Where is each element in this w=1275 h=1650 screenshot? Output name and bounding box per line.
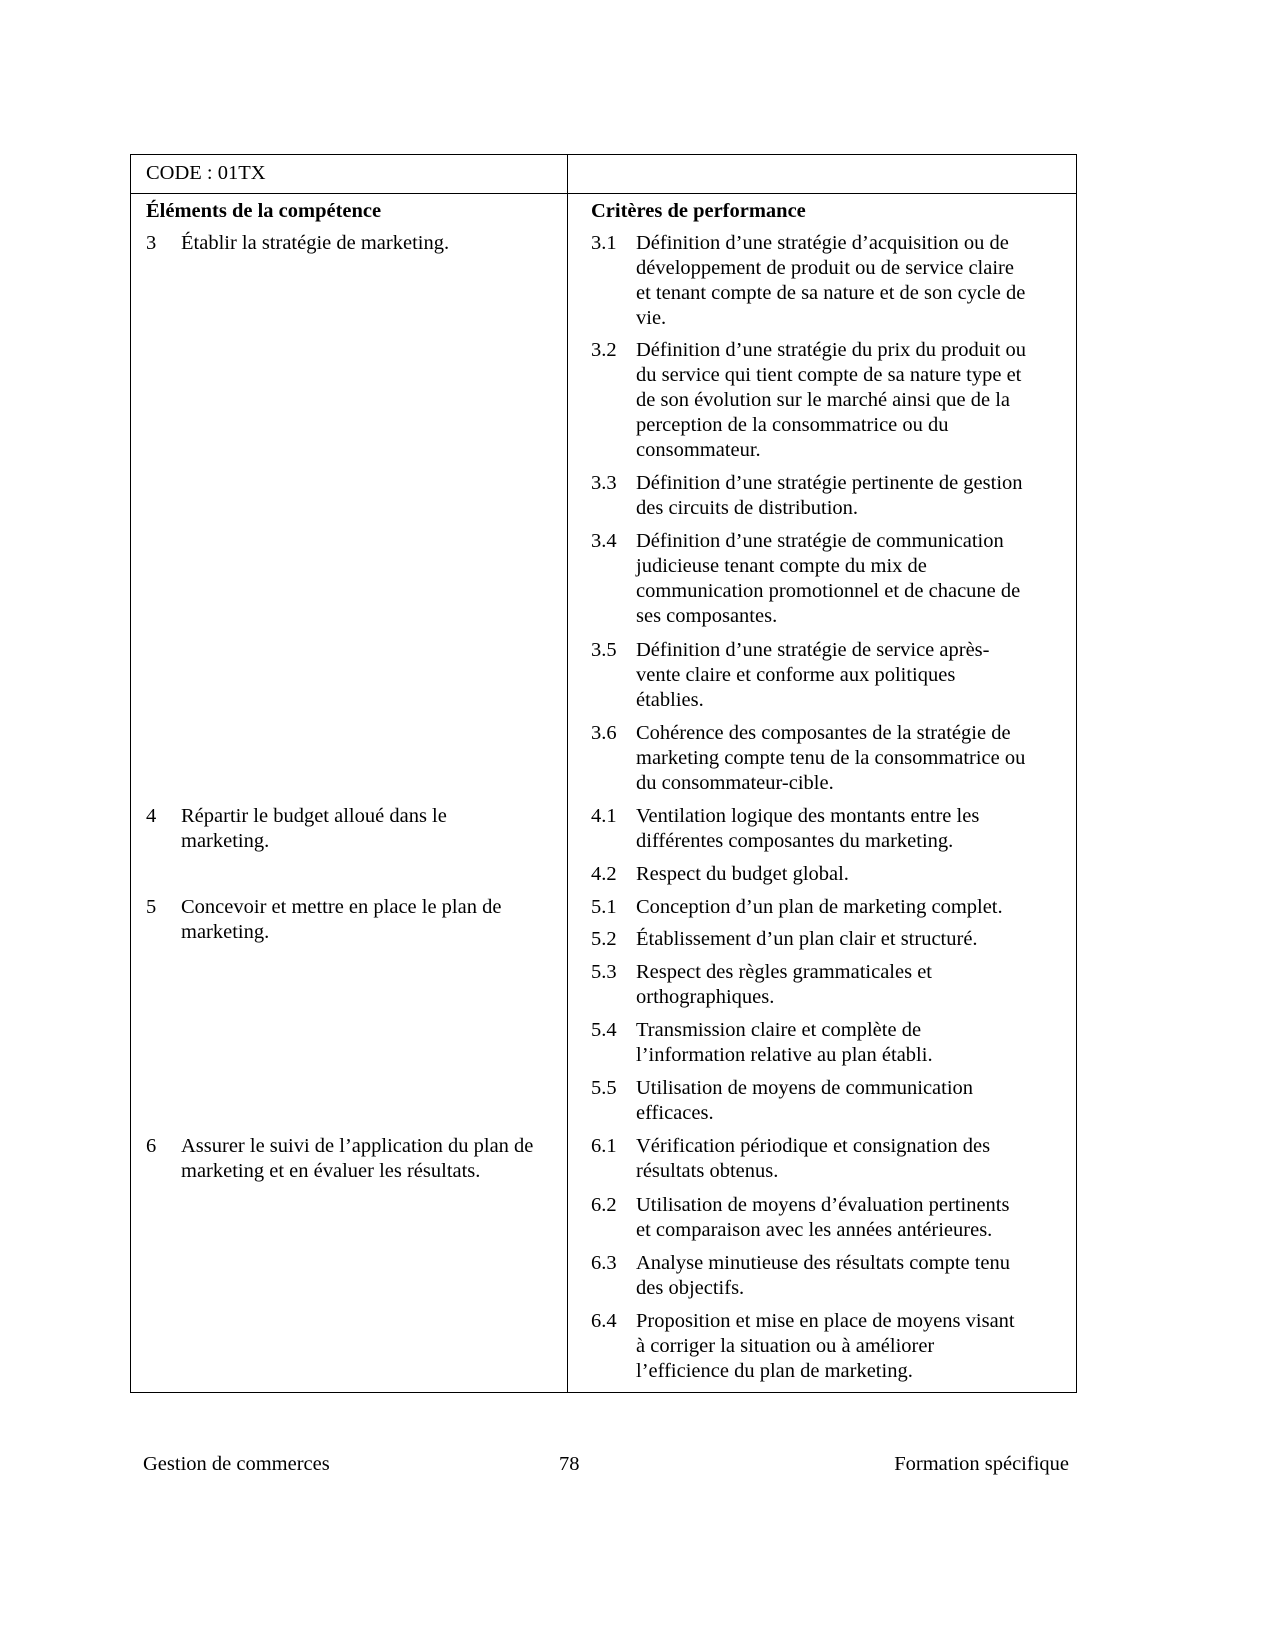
performance-criterion-text: Définition d’une stratégie de communication judicieuse tenant compte du mix de communication promotionnel et de chacune de ses composantes.: [636, 530, 1021, 627]
column-header-criteria: Critères de performance: [591, 200, 806, 222]
competence-element-number: 6: [146, 1135, 157, 1157]
performance-criterion-text: Respect des règles grammaticales et orthographiques.: [636, 961, 932, 1008]
performance-criterion-number: 4.1: [591, 805, 617, 827]
performance-criterion-number: 3.1: [591, 232, 617, 254]
footer-right: Formation spécifique: [894, 1453, 1069, 1475]
competence-element-text: Assurer le suivi de l’application du plan de marketing et en évaluer les résultats.: [181, 1135, 534, 1182]
column-header-elements: Éléments de la compétence: [146, 200, 382, 222]
performance-criterion-number: 6.3: [591, 1252, 617, 1274]
competence-element-text: Établir la stratégie de marketing.: [181, 232, 450, 254]
performance-criterion-text: Définition d’une stratégie de service après- vente claire et conforme aux politiques établies.: [636, 639, 990, 711]
performance-criterion-number: 5.5: [591, 1077, 617, 1099]
performance-criterion-number: 6.2: [591, 1194, 617, 1216]
performance-criterion-text: Transmission claire et complète de l’information relative au plan établi.: [636, 1019, 933, 1066]
page-number: 78: [559, 1453, 580, 1475]
performance-criterion-text: Définition d’une stratégie d’acquisition ou de développement de produit ou de service claire et tenant compte de sa nature et de son cycle de vie.: [636, 232, 1026, 329]
competence-element-number: 4: [146, 805, 157, 827]
competence-element-number: 5: [146, 896, 157, 918]
table-border-bottom: [130, 1392, 1077, 1393]
competence-element-number: 3: [146, 232, 157, 254]
performance-criterion-text: Proposition et mise en place de moyens visant à corriger la situation ou à améliorer l’efficience du plan de marketing.: [636, 1310, 1015, 1382]
table-border-left: [130, 154, 131, 1393]
performance-criterion-text: Vérification périodique et consignation des résultats obtenus.: [636, 1135, 991, 1182]
performance-criterion-text: Cohérence des composantes de la stratégie de marketing compte tenu de la consommatrice ou du consommateur-cible.: [636, 722, 1026, 794]
performance-criterion-number: 6.1: [591, 1135, 617, 1157]
performance-criterion-text: Respect du budget global.: [636, 863, 849, 885]
competence-element-text: Répartir le budget alloué dans le marketing.: [181, 805, 447, 852]
table-border-right: [1076, 154, 1077, 1393]
footer-left: Gestion de commerces: [143, 1453, 330, 1475]
performance-criterion-number: 3.2: [591, 339, 617, 361]
table-border-middle: [567, 154, 568, 1393]
performance-criterion-text: Établissement d’un plan clair et structuré.: [636, 928, 978, 950]
performance-criterion-number: 3.5: [591, 639, 617, 661]
performance-criterion-text: Définition d’une stratégie du prix du produit ou du service qui tient compte de sa nature type et de son évolution sur le marché ainsi que de la perception de la consommatrice ou du consommateur.: [636, 339, 1026, 461]
performance-criterion-text: Définition d’une stratégie pertinente de gestion des circuits de distribution.: [636, 472, 1023, 519]
performance-criterion-number: 3.3: [591, 472, 617, 494]
performance-criterion-number: 3.6: [591, 722, 617, 744]
performance-criterion-text: Utilisation de moyens de communication efficaces.: [636, 1077, 974, 1124]
performance-criterion-text: Analyse minutieuse des résultats compte tenu des objectifs.: [636, 1252, 1011, 1299]
table-border-top: [130, 154, 1077, 155]
performance-criterion-number: 3.4: [591, 530, 617, 552]
performance-criterion-text: Utilisation de moyens d’évaluation pertinents et comparaison avec les années antérieures.: [636, 1194, 1010, 1241]
performance-criterion-number: 4.2: [591, 863, 617, 885]
performance-criterion-number: 5.4: [591, 1019, 617, 1041]
performance-criterion-number: 6.4: [591, 1310, 617, 1332]
code-label: CODE : 01TX: [146, 162, 266, 184]
performance-criterion-text: Ventilation logique des montants entre les différentes composantes du marketing.: [636, 805, 980, 852]
performance-criterion-number: 5.1: [591, 896, 617, 918]
performance-criterion-number: 5.3: [591, 961, 617, 983]
performance-criterion-number: 5.2: [591, 928, 617, 950]
competence-element-text: Concevoir et mettre en place le plan de marketing.: [181, 896, 502, 943]
table-border-header: [130, 193, 1077, 194]
performance-criterion-text: Conception d’un plan de marketing complet.: [636, 896, 1003, 918]
